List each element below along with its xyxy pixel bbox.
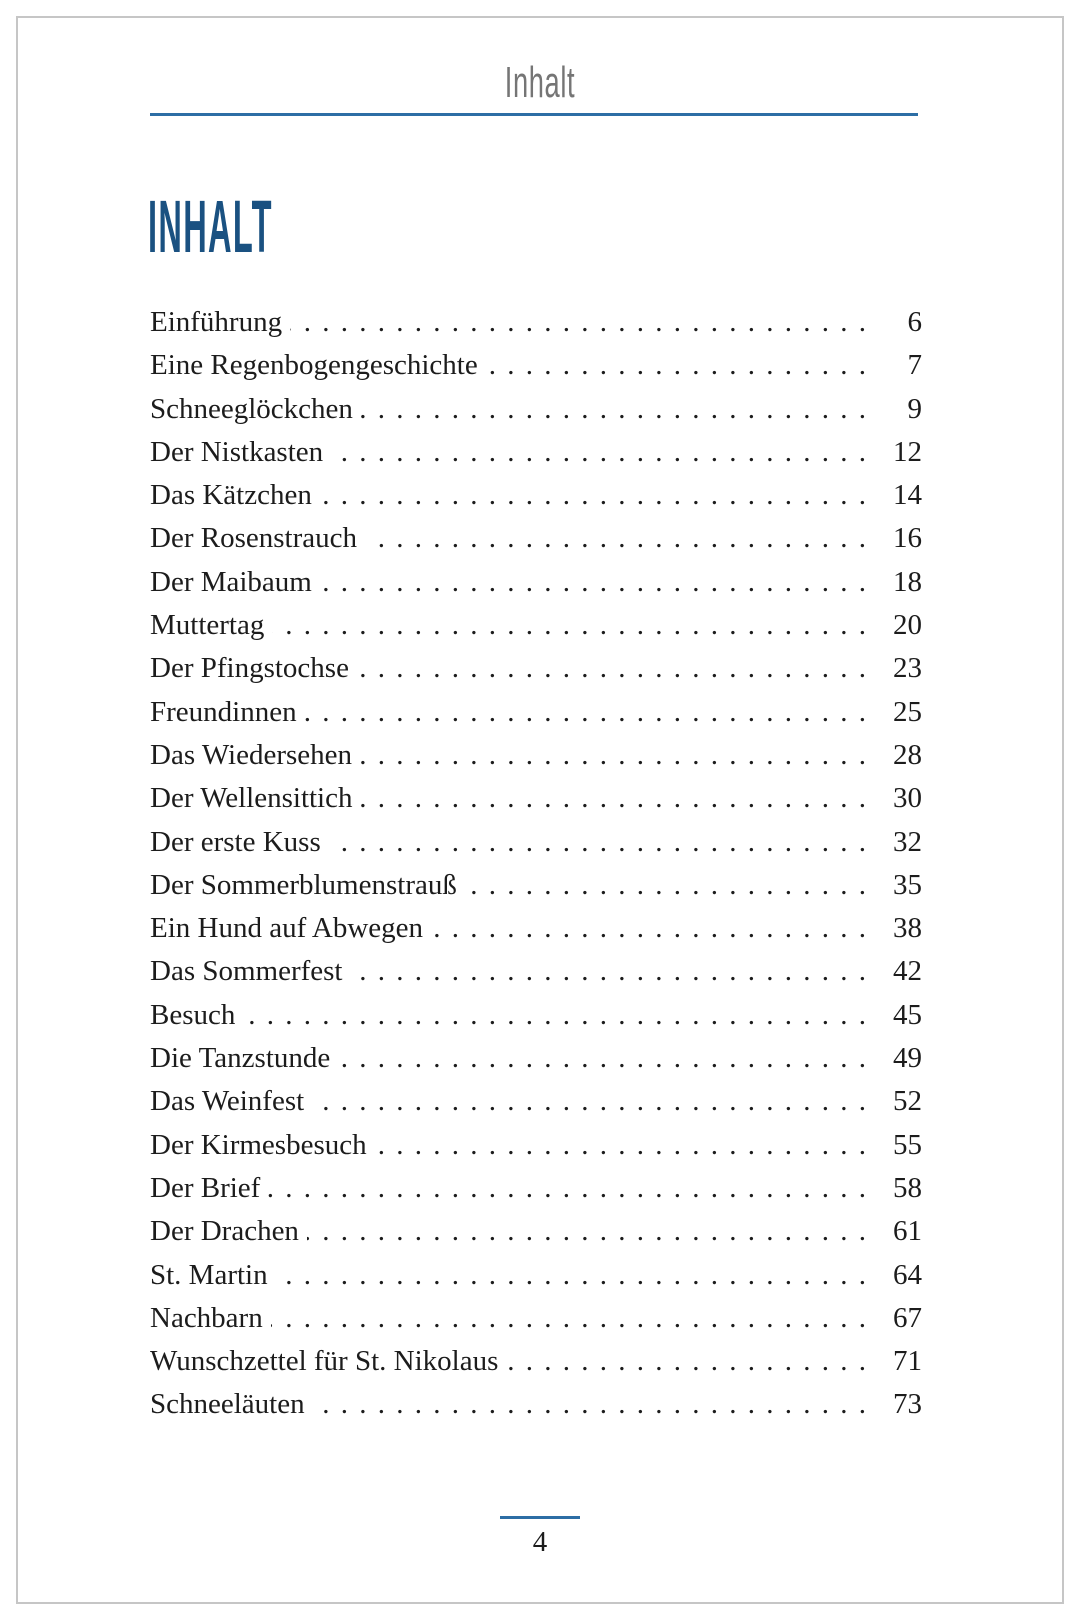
toc-entry (150, 1340, 922, 1383)
toc-entry-page: 20 (893, 609, 922, 642)
dot-leader (271, 1297, 868, 1340)
toc-entry-title: Das Wiedersehen (150, 738, 353, 771)
dot-leader (268, 1167, 868, 1210)
toc-entry-title: Freundinnen (150, 695, 297, 728)
dot-leader (365, 517, 868, 560)
toc-entry (150, 864, 922, 907)
toc-entry-page: 71 (893, 1345, 922, 1378)
toc-entry (150, 647, 922, 690)
header-rule (150, 113, 918, 116)
dot-leader (351, 950, 869, 993)
toc-entry (150, 777, 922, 820)
toc-entry (150, 604, 922, 647)
dot-leader (361, 777, 869, 820)
toc-entry-title: Ein Hund auf Abwegen (150, 912, 424, 945)
toc-entry-page: 45 (893, 998, 922, 1031)
dot-leader (431, 907, 868, 950)
dot-leader (313, 1383, 868, 1426)
toc-entry-page: 9 (907, 392, 922, 425)
toc-entry-page: 32 (893, 825, 922, 858)
toc-entry-page: 25 (893, 695, 922, 728)
toc-entry-page: 49 (893, 1042, 922, 1075)
dot-leader (243, 994, 868, 1037)
toc-entry-title: Nachbarn (150, 1301, 263, 1334)
toc-entry-page: 55 (893, 1128, 922, 1161)
toc-entry-page: 30 (893, 782, 922, 815)
toc-entry (150, 1124, 922, 1167)
toc-entry-title: Der Nistkasten (150, 435, 324, 468)
toc-entry-page: 12 (893, 435, 922, 468)
footer-rule (500, 1516, 580, 1519)
dot-leader (272, 604, 868, 647)
dot-leader (465, 864, 868, 907)
toc-entry-title: Der Maibaum (150, 565, 312, 598)
toc-entry-page: 42 (893, 955, 922, 988)
toc-entry (150, 1297, 922, 1340)
toc-entry-page: 38 (893, 912, 922, 945)
running-header: Inhalt (504, 58, 576, 107)
dot-leader (338, 1037, 868, 1080)
dot-leader (331, 431, 868, 474)
toc-entry (150, 431, 922, 474)
page-number: 4 (532, 1526, 548, 1558)
toc-entry-title: Das Weinfest (150, 1085, 305, 1118)
toc-entry-title: Schneeglöckchen (150, 392, 353, 425)
dot-leader (357, 647, 868, 690)
toc-entry-title: Der Pfingstochse (150, 652, 349, 685)
toc-entry-page: 16 (893, 522, 922, 555)
toc-entry (150, 1210, 922, 1253)
toc-entry (150, 1254, 922, 1297)
toc-entry-title: Einführung (150, 306, 283, 338)
dot-leader (307, 1210, 868, 1253)
toc-entry-page: 67 (893, 1301, 922, 1334)
toc-entry-title: Der erste Kuss (150, 825, 321, 858)
toc-entry-page: 61 (893, 1215, 922, 1248)
toc-entry-title: Der Sommerblumenstrauß (150, 868, 457, 901)
toc-entry-page: 58 (893, 1171, 922, 1204)
dot-leader (361, 388, 868, 431)
toc-entry-page: 28 (893, 738, 922, 771)
toc-entry (150, 821, 922, 864)
toc-entry (150, 517, 922, 560)
toc-entry-title: Der Brief (150, 1171, 261, 1204)
toc-entry (150, 561, 922, 604)
toc-entry-page: 7 (907, 349, 922, 382)
toc-entry (150, 301, 922, 344)
toc-entry-page: 52 (893, 1085, 922, 1118)
toc-entry (150, 734, 922, 777)
toc-entry (150, 994, 922, 1037)
toc-entry-title: St. Martin (150, 1258, 268, 1291)
toc-entry-page: 64 (893, 1258, 922, 1291)
page-title: INHALT (148, 185, 273, 268)
table-of-contents (150, 301, 922, 1427)
dot-leader (320, 474, 868, 517)
toc-entry (150, 691, 922, 734)
dot-leader (375, 1124, 868, 1167)
dot-leader (305, 691, 868, 734)
toc-entry (150, 388, 922, 431)
dot-leader (276, 1254, 868, 1297)
toc-entry-title: Muttertag (150, 609, 265, 642)
toc-entry (150, 344, 922, 387)
dot-leader (312, 1080, 868, 1123)
toc-entry (150, 474, 922, 517)
toc-entry-title: Der Kirmesbesuch (150, 1128, 367, 1161)
toc-entry-page: 73 (893, 1388, 922, 1421)
dot-leader (290, 301, 868, 344)
toc-entry-title: Besuch (150, 998, 236, 1031)
toc-entry-title: Der Rosenstrauch (150, 522, 357, 555)
toc-entry-page: 18 (893, 565, 922, 598)
dot-leader (360, 734, 868, 777)
toc-entry-page: 14 (893, 479, 922, 512)
toc-entry (150, 1037, 922, 1080)
toc-entry (150, 1167, 922, 1210)
toc-entry (150, 1080, 922, 1123)
toc-entry (150, 950, 922, 993)
toc-entry-title: Wunschzettel für St. Nikolaus (150, 1345, 499, 1378)
toc-entry-title: Der Wellensittich (150, 782, 353, 815)
toc-entry-page: 23 (893, 652, 922, 685)
dot-leader (320, 561, 868, 604)
toc-entry-title: Das Kätzchen (150, 479, 312, 512)
toc-entry-title: Der Drachen (150, 1215, 299, 1248)
toc-entry-title: Das Sommerfest (150, 955, 343, 988)
dot-leader (329, 821, 868, 864)
toc-entry-title: Schneeläuten (150, 1388, 305, 1421)
dot-leader (486, 344, 868, 387)
toc-entry-page: 6 (907, 306, 922, 338)
toc-entry-page: 35 (893, 868, 922, 901)
toc-entry-title: Eine Regenbogengeschichte (150, 349, 478, 382)
dot-leader (506, 1340, 868, 1383)
toc-entry (150, 1383, 922, 1426)
toc-entry-title: Die Tanzstunde (150, 1042, 331, 1075)
toc-entry (150, 907, 922, 950)
